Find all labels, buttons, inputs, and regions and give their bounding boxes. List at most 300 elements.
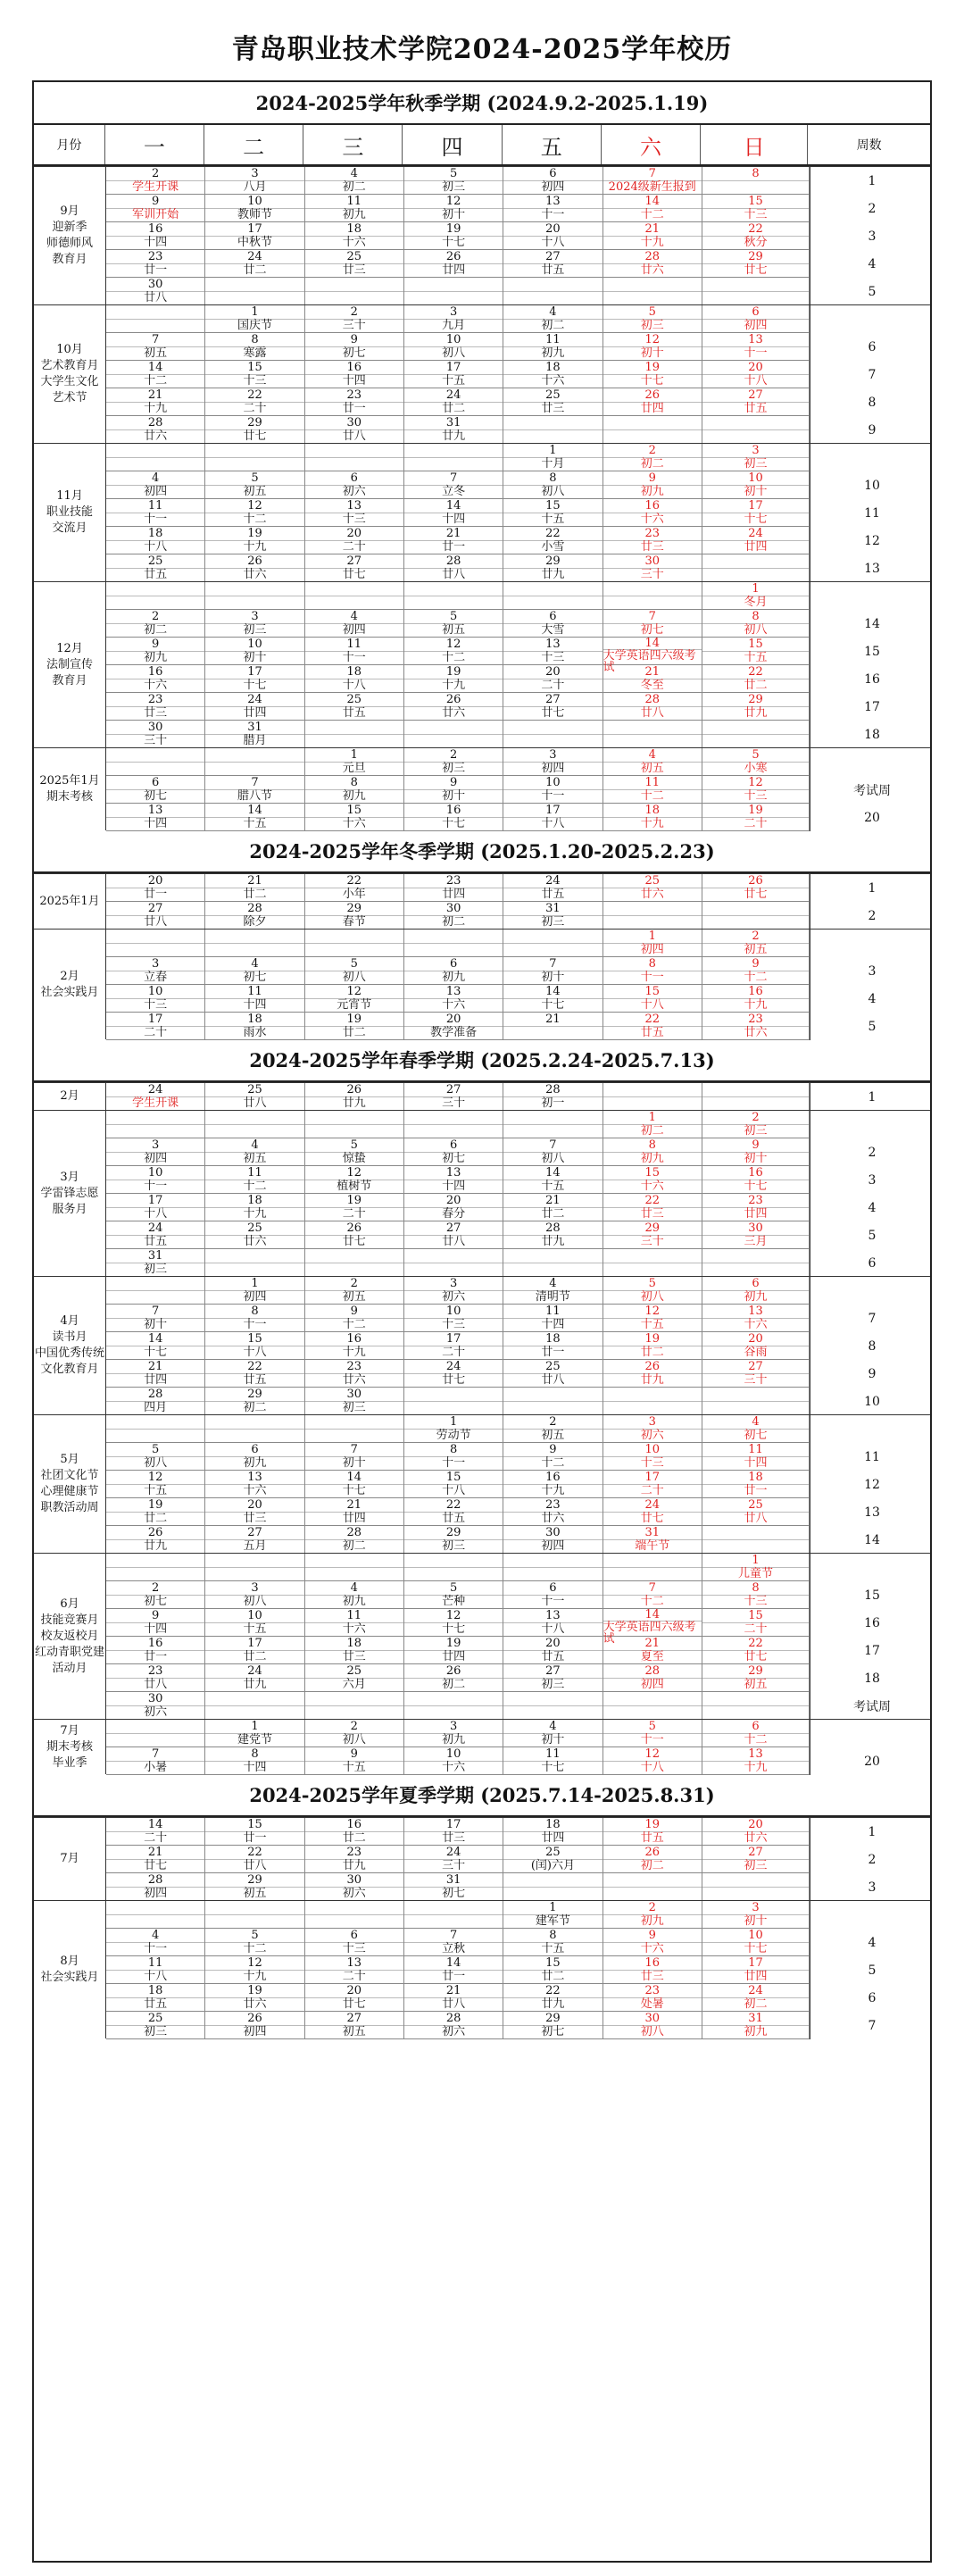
day-cell — [503, 1443, 602, 1470]
day-cell — [404, 1956, 503, 1983]
day-label: 廿五 — [243, 1373, 267, 1388]
day-cell — [106, 1747, 205, 1774]
day-label: 廿三 — [342, 1650, 366, 1664]
day-label: 夏至 — [640, 1650, 664, 1664]
day-number: 31 — [702, 2012, 809, 2026]
day-cell — [702, 167, 810, 194]
day-cell — [503, 278, 602, 304]
week-number: 5 — [810, 1956, 934, 1984]
day-label — [106, 944, 204, 957]
day-number: 1 — [702, 582, 809, 596]
day-label: 二十 — [541, 679, 565, 693]
day-number: 1 — [404, 1415, 503, 1430]
day-cell — [305, 1249, 404, 1276]
day-label: 八月 — [243, 180, 267, 195]
day-cell — [603, 748, 702, 775]
week-number: 4 — [810, 1929, 934, 1956]
week-row — [106, 1138, 810, 1166]
day-cell — [305, 1929, 404, 1955]
day-number — [702, 1083, 809, 1097]
day-cell — [404, 333, 503, 360]
day-label: 廿七 — [144, 1859, 168, 1873]
day-cell — [205, 1692, 304, 1719]
day-cell — [503, 1873, 602, 1900]
day-number: 4 — [305, 610, 403, 624]
day-number: 6 — [702, 305, 809, 320]
day-label: 十二 — [243, 513, 267, 527]
day-number — [603, 721, 702, 735]
day-number: 12 — [305, 985, 403, 999]
week-number — [810, 930, 934, 957]
day-label: 廿六 — [342, 1373, 366, 1388]
day-number: 18 — [603, 804, 702, 818]
week-number: 9 — [810, 1360, 934, 1388]
day-label: 十月 — [541, 457, 565, 471]
day-label: 廿八 — [144, 1678, 168, 1692]
day-cell — [603, 1388, 702, 1414]
day-number — [305, 1901, 403, 1915]
month-label: 2月 社会实践月 — [34, 930, 106, 1039]
day-cell — [404, 1692, 503, 1719]
day-number: 17 — [205, 1637, 303, 1651]
week-row — [106, 1111, 810, 1138]
day-cell — [404, 1873, 503, 1900]
day-label: 廿一 — [144, 1650, 168, 1664]
day-label: 十八 — [144, 1970, 168, 1984]
day-cell — [305, 1873, 404, 1900]
day-label: 初九 — [442, 1733, 466, 1747]
day-label: 初三 — [744, 457, 768, 471]
day-number: 19 — [603, 1818, 702, 1832]
day-label: 初六 — [342, 1887, 366, 1901]
day-cell — [503, 1609, 602, 1636]
day-label — [106, 1430, 204, 1443]
day-number: 27 — [503, 693, 602, 707]
day-label — [205, 1915, 303, 1929]
day-label: 十五 — [640, 1318, 664, 1332]
day-label: 初十 — [744, 1152, 768, 1166]
day-number: 16 — [404, 804, 503, 818]
day-number: 23 — [404, 874, 503, 888]
day-number: 14 — [603, 638, 702, 650]
day-number: 20 — [702, 361, 809, 375]
day-number: 24 — [702, 1984, 809, 1998]
day-cell — [503, 957, 602, 984]
week-row — [106, 1873, 810, 1901]
day-number: 26 — [404, 1664, 503, 1679]
day-number: 2 — [503, 1415, 602, 1430]
day-cell — [702, 874, 810, 901]
day-number: 23 — [305, 1846, 403, 1860]
day-label — [106, 1125, 204, 1138]
day-cell — [205, 1194, 304, 1221]
day-label — [603, 1263, 702, 1277]
day-cell — [305, 361, 404, 388]
week-row — [106, 957, 810, 985]
day-number: 22 — [205, 388, 303, 403]
day-number: 20 — [305, 1984, 403, 1998]
day-cell — [404, 167, 503, 194]
month-header: 月份 — [34, 125, 105, 164]
day-number: 3 — [205, 610, 303, 624]
day-number: 16 — [106, 1637, 204, 1651]
week-row — [106, 610, 810, 638]
day-number: 23 — [503, 1498, 602, 1513]
day-number: 22 — [603, 1194, 702, 1208]
month-block — [34, 873, 930, 929]
day-cell — [106, 1664, 205, 1691]
day-number: 28 — [503, 1221, 602, 1236]
day-cell — [205, 222, 304, 249]
day-number: 6 — [305, 471, 403, 486]
day-cell — [503, 1360, 602, 1387]
day-cell — [503, 416, 602, 443]
day-cell — [603, 1664, 702, 1691]
day-label: 初三 — [442, 180, 466, 195]
day-cell — [305, 195, 404, 221]
day-number: 26 — [603, 1360, 702, 1374]
day-cell — [205, 1471, 304, 1497]
day-cell — [603, 444, 702, 471]
day-cell — [702, 776, 810, 803]
day-label — [503, 1888, 602, 1901]
day-number: 4 — [503, 1277, 602, 1291]
week-row — [106, 930, 810, 957]
day-number: 15 — [603, 1166, 702, 1180]
day-cell — [205, 1720, 304, 1747]
day-label: 廿五 — [144, 1997, 168, 2012]
day-cell — [702, 1083, 810, 1110]
day-number: 12 — [603, 333, 702, 347]
day-label — [205, 1125, 303, 1138]
day-cell — [603, 776, 702, 803]
day-number: 8 — [404, 1443, 503, 1457]
day-label — [404, 596, 503, 610]
day-cell — [702, 471, 810, 498]
day-label — [305, 1125, 403, 1138]
day-number: 6 — [404, 1138, 503, 1153]
week-number: 10 — [810, 471, 934, 499]
day-number: 27 — [702, 388, 809, 403]
day-cell — [503, 1415, 602, 1442]
day-cell — [205, 1929, 304, 1955]
day-number: 4 — [702, 1415, 809, 1430]
day-number: 22 — [503, 527, 602, 541]
day-number: 24 — [503, 874, 602, 888]
day-label: 清明节 — [535, 1290, 570, 1305]
week-row — [106, 1443, 810, 1471]
week-number: 5 — [810, 1221, 934, 1249]
day-cell — [404, 874, 503, 901]
day-label: 十八 — [144, 540, 168, 554]
day-label: 廿七 — [442, 1373, 466, 1388]
weekday-1: 一 — [105, 125, 204, 164]
day-label: 十一 — [640, 971, 664, 985]
day-number: 9 — [603, 1929, 702, 1943]
day-cell — [702, 1720, 810, 1747]
day-number: 9 — [603, 471, 702, 486]
day-cell — [503, 1194, 602, 1221]
day-number: 8 — [503, 471, 602, 486]
day-number — [702, 278, 809, 292]
day-cell — [503, 1984, 602, 2011]
day-number: 29 — [205, 1388, 303, 1402]
day-number: 17 — [702, 499, 809, 513]
day-cell — [305, 1013, 404, 1039]
day-number: 12 — [205, 499, 303, 513]
month-block — [34, 304, 930, 443]
day-label: 廿八 — [541, 1373, 565, 1388]
day-number: 14 — [305, 1471, 403, 1485]
day-label: 十五 — [541, 1180, 565, 1194]
day-number: 2 — [106, 167, 204, 181]
day-cell — [702, 1901, 810, 1928]
day-number: 14 — [205, 804, 303, 818]
day-label: 廿八 — [243, 1859, 267, 1873]
day-cell — [205, 499, 304, 526]
day-cell — [106, 471, 205, 498]
day-number — [106, 1720, 204, 1734]
week-number: 6 — [810, 333, 934, 361]
month-label: 12月 法制宣传 教育月 — [34, 582, 106, 747]
day-number — [603, 1249, 702, 1263]
day-number: 25 — [503, 1360, 602, 1374]
day-cell — [603, 582, 702, 609]
day-label: 初四 — [144, 1887, 168, 1901]
day-number: 31 — [205, 721, 303, 735]
day-label: 廿九 — [541, 1997, 565, 2012]
month-block — [34, 1082, 930, 1110]
day-label: 小年 — [342, 888, 366, 902]
day-label: 十六 — [640, 1942, 664, 1956]
semester-title: 2024-2025学年秋季学期 (2024.9.2-2025.1.19) — [34, 82, 930, 125]
day-cell — [503, 2012, 602, 2038]
day-label: 十七 — [541, 998, 565, 1013]
day-label: 立秋 — [442, 1942, 466, 1956]
day-cell — [404, 1083, 503, 1110]
month-label: 9月 迎新季 师德师风 教育月 — [34, 167, 106, 304]
day-number: 3 — [205, 1581, 303, 1596]
day-number: 16 — [603, 1956, 702, 1971]
day-cell — [404, 1664, 503, 1691]
day-label — [702, 916, 809, 930]
day-label: 廿二 — [744, 679, 768, 693]
day-label: 廿七 — [744, 1650, 768, 1664]
day-label: 初六 — [342, 485, 366, 499]
day-number: 12 — [702, 776, 809, 790]
day-number: 14 — [404, 499, 503, 513]
day-label: 十二 — [442, 651, 466, 665]
day-label: 十七 — [144, 1346, 168, 1360]
day-number: 20 — [503, 222, 602, 237]
day-number: 15 — [503, 1956, 602, 1971]
month-label: 6月 技能竞赛月 校友返校月 红动青职党建 活动月 — [34, 1554, 106, 1719]
day-cell — [603, 1692, 702, 1719]
day-cell — [305, 1692, 404, 1719]
day-number: 13 — [503, 638, 602, 652]
day-number — [106, 1415, 204, 1430]
day-label: 十七 — [442, 817, 466, 831]
day-cell — [205, 610, 304, 637]
week-number: 7 — [810, 361, 934, 388]
day-cell — [205, 333, 304, 360]
week-number: 8 — [810, 1332, 934, 1360]
day-cell — [305, 1194, 404, 1221]
day-number: 30 — [404, 902, 503, 916]
day-cell — [503, 1554, 602, 1580]
day-number: 16 — [702, 985, 809, 999]
day-number: 3 — [702, 1901, 809, 1915]
day-cell — [603, 874, 702, 901]
day-cell — [503, 1083, 602, 1110]
day-cell — [305, 1901, 404, 1928]
week-row — [106, 1332, 810, 1360]
day-label: 十一 — [243, 1318, 267, 1332]
day-cell — [106, 582, 205, 609]
day-label: 十五 — [744, 651, 768, 665]
day-label — [404, 735, 503, 748]
day-number: 17 — [503, 804, 602, 818]
day-cell — [404, 1720, 503, 1747]
day-cell — [106, 1873, 205, 1900]
day-cell — [305, 1554, 404, 1580]
day-cell — [702, 748, 810, 775]
day-number — [106, 1277, 204, 1291]
day-number: 3 — [404, 1720, 503, 1734]
week-row — [106, 1956, 810, 1984]
day-label: 廿四 — [442, 263, 466, 278]
day-label: 十二 — [640, 208, 664, 222]
day-number — [503, 1692, 602, 1706]
weeks-header: 周数 — [856, 138, 882, 153]
day-label: 芒种 — [442, 1595, 466, 1609]
day-label: 春节 — [342, 915, 366, 930]
day-cell — [404, 1818, 503, 1845]
day-label: 十一 — [541, 1595, 565, 1609]
day-label: 十四 — [144, 1622, 168, 1637]
day-label: 元宵节 — [337, 998, 372, 1013]
day-cell — [404, 361, 503, 388]
day-number: 4 — [205, 1138, 303, 1153]
day-number: 14 — [106, 361, 204, 375]
day-number — [305, 721, 403, 735]
week-number: 3 — [810, 222, 934, 250]
day-label: 十一 — [744, 346, 768, 361]
day-number: 20 — [503, 665, 602, 679]
day-cell — [503, 250, 602, 277]
day-number: 4 — [106, 1929, 204, 1943]
day-cell — [503, 1388, 602, 1414]
day-label: 十三 — [744, 789, 768, 804]
week-number: 13 — [810, 1498, 934, 1526]
day-label: 初三 — [442, 762, 466, 776]
week-row — [106, 305, 810, 333]
month-block — [34, 1817, 930, 1900]
day-number — [404, 1554, 503, 1568]
day-cell — [503, 1637, 602, 1663]
day-cell — [702, 361, 810, 388]
day-cell — [305, 1388, 404, 1414]
day-cell — [205, 444, 304, 471]
day-label: 初五 — [243, 485, 267, 499]
day-cell — [603, 305, 702, 332]
day-number: 7 — [106, 333, 204, 347]
day-number: 11 — [205, 1166, 303, 1180]
day-cell — [305, 1277, 404, 1304]
week-number: 2 — [810, 1846, 934, 1873]
week-number: 12 — [810, 1471, 934, 1498]
day-cell — [106, 985, 205, 1012]
day-label: 三十 — [342, 319, 366, 333]
day-label: 十一 — [541, 789, 565, 804]
day-label — [404, 1263, 503, 1277]
day-number: 18 — [702, 1471, 809, 1485]
day-cell — [603, 902, 702, 929]
day-cell — [503, 665, 602, 692]
day-label: 廿八 — [442, 1997, 466, 2012]
day-cell — [404, 1305, 503, 1331]
day-cell — [702, 1526, 810, 1553]
day-label: 廿四 — [744, 1970, 768, 1984]
day-cell — [205, 1388, 304, 1414]
day-number: 19 — [404, 665, 503, 679]
week-row — [106, 222, 810, 250]
day-label: 廿四 — [640, 402, 664, 416]
day-label — [503, 1402, 602, 1415]
day-label: 初八 — [541, 485, 565, 499]
day-cell — [702, 1388, 810, 1414]
day-number: 4 — [503, 305, 602, 320]
day-number — [702, 1249, 809, 1263]
day-cell — [702, 1498, 810, 1525]
week-row — [106, 278, 810, 305]
day-number: 10 — [106, 1166, 204, 1180]
day-number: 24 — [106, 1221, 204, 1236]
day-number: 26 — [205, 2012, 303, 2026]
day-number: 5 — [404, 1581, 503, 1596]
day-label: 初七 — [442, 1152, 466, 1166]
day-number — [702, 721, 809, 735]
day-number: 13 — [205, 1471, 303, 1485]
day-cell — [404, 638, 503, 664]
day-cell — [702, 499, 810, 526]
day-cell — [305, 1720, 404, 1747]
day-label: 二十 — [342, 1970, 366, 1984]
day-label: 廿四 — [342, 1512, 366, 1526]
day-cell — [404, 610, 503, 637]
day-cell — [404, 1360, 503, 1387]
day-cell — [205, 693, 304, 720]
day-number: 7 — [404, 1929, 503, 1943]
day-number: 26 — [404, 693, 503, 707]
day-number — [503, 582, 602, 596]
day-label: 十一 — [144, 1180, 168, 1194]
day-label — [603, 916, 702, 930]
day-cell — [603, 416, 702, 443]
day-number — [702, 1526, 809, 1540]
day-cell — [305, 1526, 404, 1553]
day-number: 11 — [503, 333, 602, 347]
day-cell — [106, 499, 205, 526]
day-cell — [702, 693, 810, 720]
day-number: 2 — [603, 1901, 702, 1915]
day-number: 25 — [503, 1846, 602, 1860]
day-number: 9 — [106, 195, 204, 209]
day-label: 初二 — [442, 915, 466, 930]
day-cell — [305, 1415, 404, 1442]
day-label: 十八 — [243, 1346, 267, 1360]
day-label: 廿一 — [442, 540, 466, 554]
